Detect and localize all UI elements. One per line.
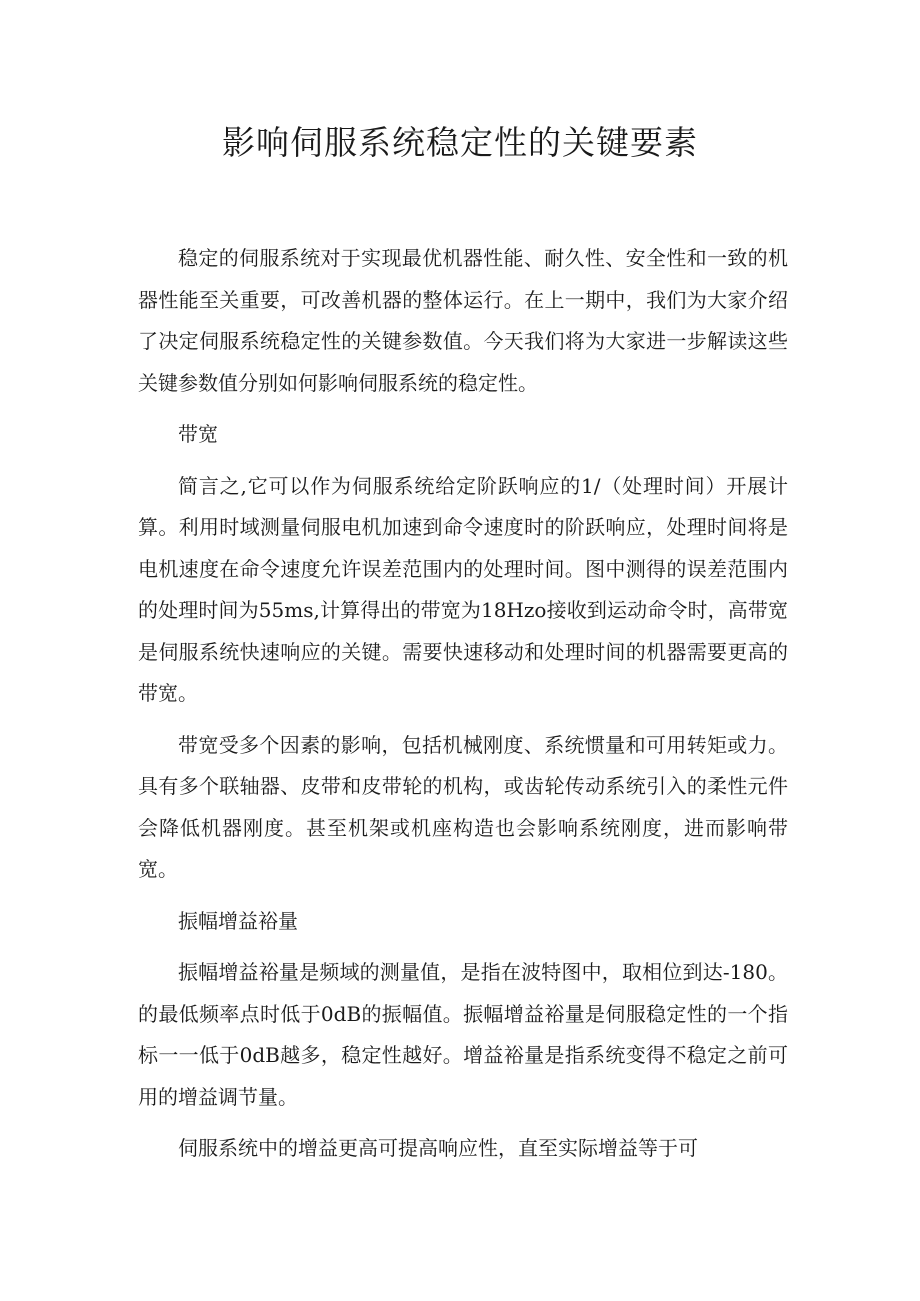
paragraph-gain-response: 伺服系统中的增益更高可提高响应性，直至实际增益等于可 xyxy=(178,1136,698,1160)
paragraph-bandwidth-factors: 带宽受多个因素的影响，包括机械刚度、系统惯量和可用转矩或力。具有多个联轴器、皮带和皮带轮的机构，或齿轮传动系统引入的柔性元件会降低机器刚度。甚至机架或机座构造也会影响系统刚度，进而影响带宽。 xyxy=(138,732,788,881)
paragraph-bandwidth-definition: 简言之,它可以作为伺服系统给定阶跃响应的1/（处理时间）开展计算。利用时域测量伺服电机加速到命令速度时的阶跃响应，处理时间将是电机速度在命令速度允许误差范围内的处理时间。图中测得的误差范围内的处理时间为55ms,计算得出的带宽为18Hzo接收到运动命令时，高带宽是伺服系统快速响应的关键。需要快速移动和处理时间的机器需要更高的带宽。 xyxy=(138,473,788,705)
document-body xyxy=(138,238,788,1180)
section-heading-bandwidth: 带宽 xyxy=(178,422,218,446)
paragraph-gain-margin-definition: 振幅增益裕量是频域的测量值，是指在波特图中，取相位到达-180。的最低频率点时低于0dB的振幅值。振幅增益裕量是伺服稳定性的一个指标一一低于0dB越多，稳定性越好。增益裕量是指系统变得不稳定之前可用的增益调节量。 xyxy=(138,960,788,1109)
page-title: 影响伺服系统稳定性的关键要素 xyxy=(222,123,698,162)
section-heading-gain-margin: 振幅增益裕量 xyxy=(178,908,298,933)
paragraph-intro: 稳定的伺服系统对于实现最优机器性能、耐久性、安全性和一致的机器性能至关重要，可改善机器的整体运行。在上一期中，我们为大家介绍了决定伺服系统稳定性的关键参数值。今天我们将为大家进一步解读这些关键参数值分别如何影响伺服系统的稳定性。 xyxy=(138,246,788,395)
